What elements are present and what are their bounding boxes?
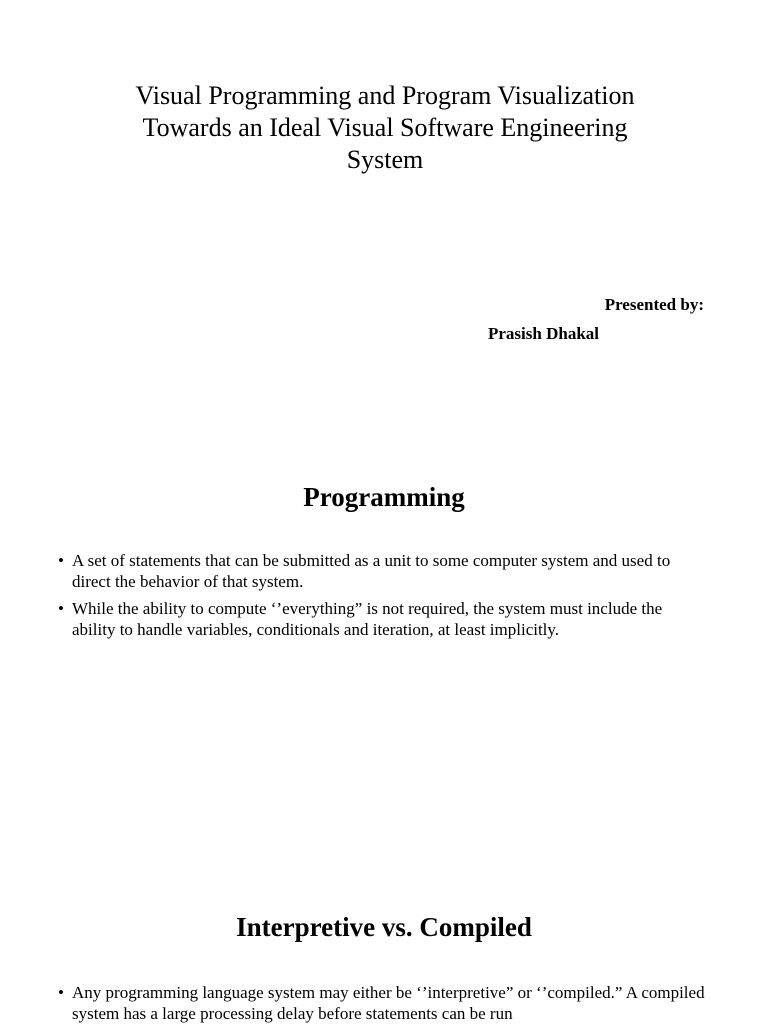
presented-by-label: Presented by: bbox=[604, 295, 704, 314]
bullet-item bbox=[58, 982, 708, 1024]
presenter-name: Prasish Dhakal bbox=[488, 324, 599, 343]
bullet-list-programming bbox=[58, 550, 708, 646]
slide-heading-programming: Programming bbox=[303, 482, 465, 512]
slide-heading-interpretive: Interpretive vs. Compiled bbox=[236, 912, 532, 942]
programming-slide bbox=[0, 470, 768, 900]
title-line-3: System bbox=[346, 145, 424, 174]
bullet-text: Any programming language system may either be ‘’interpretive” or ‘’compiled.” A compiled system has a large processing delay before statements can be run bbox=[72, 983, 705, 1023]
title-line-2: Towards an Ideal Visual Software Engineering bbox=[142, 113, 628, 142]
presentation-title bbox=[60, 80, 710, 176]
title-slide bbox=[0, 0, 768, 420]
bullet-text: While the ability to compute ‘’everything” is not required, the system must include the ability to handle variables, conditionals and iteration, at least implicitly. bbox=[72, 599, 663, 639]
bullet-icon: • bbox=[58, 983, 64, 1002]
interpretive-slide bbox=[0, 900, 768, 1024]
bullet-text: A set of statements that can be submitted as a unit to some computer system and used to direct the behavior of that system. bbox=[72, 551, 671, 591]
title-line-1: Visual Programming and Program Visualization bbox=[135, 81, 635, 110]
bullet-icon: • bbox=[58, 551, 64, 570]
bullet-item bbox=[58, 598, 708, 640]
bullet-list-interpretive bbox=[58, 982, 708, 1030]
bullet-icon: • bbox=[58, 599, 64, 618]
bullet-item bbox=[58, 550, 708, 592]
